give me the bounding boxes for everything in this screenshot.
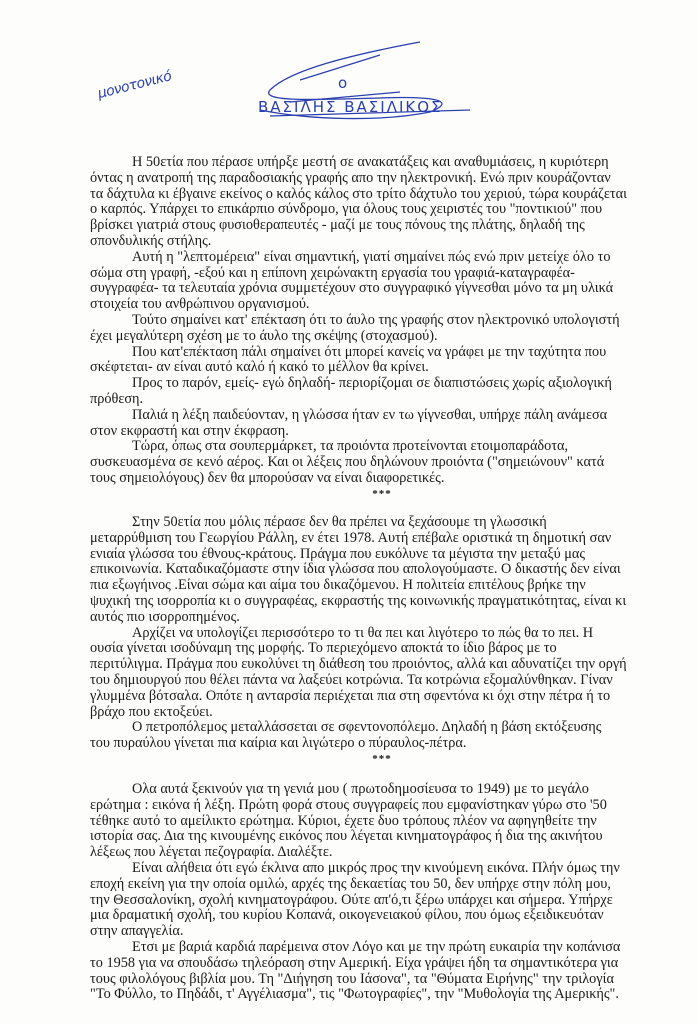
text-line: συγγραφέα- τα τελευταία χρόνια συμμετέχουν στο συγγραφικό γίγνεσθαι μόνο τα μη υλικά: [90, 280, 614, 297]
text-line: βράχο που εκτοξεύει.: [90, 703, 213, 720]
text-line: Που κατ'επέκταση πάλι σημαίνει ότι μπορεί κανείς να γράφει με την ταχύτητα που: [132, 343, 607, 360]
text-line: Προς το παρόν, εμείς- εγώ δηλαδή- περιορίζομαι σε διαπιστώσεις χωρίς αξιολογική: [132, 375, 612, 392]
text-line: σώμα στη γραφή, -εξού και η επίπονη χειρώνακτη εργασία του γραφιά-καταγραφέα-: [90, 264, 575, 281]
text-line: τους φιλολόγους βιβλία μου. Τη "Διήγηση του Ιάσονα", τα "Θύματα Ειρήνης" την τριλογία: [90, 970, 614, 987]
text-line: Ο πετροπόλεμος μεταλλάσσεται σε σφεντονοπόλεμο. Δηλαδή η βάση εκτόξευσης: [132, 719, 602, 736]
text-line: Παλιά η λέξη παιδεύονταν, η γλώσσα ήταν εν τω γίγνεσθαι, υπήρχε πάλη ανάμεσα: [132, 406, 608, 423]
text-line: έχει μεγαλύτερη σχέση με το άυλο της σκέψης (στοχασμού).: [90, 327, 438, 344]
text-line: σκέφτεται- αν είναι αυτό καλό ή κακό το μέλλον θα κρίνει.: [90, 359, 429, 376]
paragraph: [90, 250, 650, 313]
section-separator: ***: [372, 752, 392, 765]
paragraph: [90, 720, 650, 752]
paragraph: [90, 515, 650, 626]
paragraph: [90, 345, 650, 377]
text-line: τους σημειολόγους) δεν θα μπορούσαν να είναι διαφορετικές.: [90, 469, 445, 486]
signature-name: ΒΑΣΙΛΗΣ ΒΑΣΙΛΙΚΟΣ: [258, 98, 443, 116]
text-line: "Το Φύλλο, το Πηδάδι, τ' Αγγέλιασμα", τις "Φωτογραφίες", την "Μυθολογία της Αμερικής".: [90, 986, 619, 1003]
text-line: την Θεσσαλονίκη, σχολή κινηματογράφου. Ούτε απ'ό,τι ξέρω υπάρχει και σήμερα. Υπήρχε: [90, 891, 613, 908]
section-2: [90, 515, 650, 768]
handwritten-margin-note: μονοτονικό: [96, 68, 173, 102]
text-line: λέξεως που λέγεται πεζογραφία. Διαλέξτε.: [90, 844, 333, 861]
text-line: τέθηκε αυτό το αμείλικτο ερώτημα. Κύριοι, έχετε δυο τρόπους πλέον να αφηγηθείτε την: [90, 812, 597, 829]
text-line: πρόθεση.: [90, 390, 144, 407]
paragraph: [90, 940, 650, 1003]
text-line: ο καρπός. Υπάρχει το επικάρπιο σύνδρομο, για όλους τους χειριστές του "ποντικιού" που: [90, 201, 603, 218]
text-line: τα δάχτυλα κι έβγαινε εκείνος ο καλός κάλος στο τρίτο δάχτυλο του χεριού, τώρα κουράζεται: [90, 185, 627, 202]
text-line: ουσία γίνεται ισοδύναμη της μορφής. Το περιεχόμενο αποκτά το ίδιο βάρος με το: [90, 640, 557, 657]
text-line: πια εξωγήινος .Είναι σώμα και αίμα του δικαζόμενου. Η πολιτεία επιτέλους βρήκε την: [90, 577, 586, 594]
text-line: συσκευασμένα σε κενό αέρος. Και οι λέξεις που δηλώνουν προιόντα ("σημειώνουν" κατά: [90, 454, 605, 471]
text-line: περιτύλιγμα. Πράγμα που ευκολύνει τη διάθεση του προιόντος, αλλά και αδυνατίζει την οργή: [90, 656, 627, 673]
text-line: γλυμμένα βότσαλα. Οπότε η ανταρσία περιέχεται πια στη σφεντόνα κι όχι στην πέτρα ή το: [90, 687, 611, 704]
text-line: του δημιουργού που θέλει πάντα να λαξεύει κοτρώνια. Τα κοτρώνια εξομαλύνθηκαν. Γίναν: [90, 671, 613, 688]
text-line: Στην 50ετία που μόλις πέρασε δεν θα πρέπει να ξεχάσουμε τη γλωσσική: [132, 514, 547, 530]
paragraph: [90, 861, 650, 940]
text-line: Αυτή η "λεπτομέρεια" είναι σημαντική, γιατί σημαίνει πώς ενώ πριν μετείχε όλο το: [132, 248, 611, 265]
text-line: Η 50ετία που πέρασε υπήρξε μεστή σε ανακατάξεις και αναθυμιάσεις, η κυριότερη: [132, 154, 609, 170]
text-line: Αρχίζει να υπολογίζει περισσότερο το τι θα πει και λιγότερο το πώς θα το πει. Η: [132, 624, 594, 641]
paragraph: [90, 313, 650, 345]
section-3: [90, 782, 650, 1003]
text-line: του πυραύλου γίνεται πια καίρια και λιγώτερο ο πύραυλος-πέτρα.: [90, 735, 467, 752]
text-line: Τώρα, όπως στα σουπερμάρκετ, τα προιόντα προτείνονται ετοιμοπαράδοτα,: [132, 438, 569, 455]
signature-article: ο: [338, 74, 348, 92]
text-line: στην απαγγελία.: [90, 923, 184, 940]
section-separator: ***: [372, 487, 392, 500]
text-line: σπονδυλικής στήλης.: [90, 232, 212, 249]
text-line: Ετσι με βαριά καρδιά παρέμεινα στον Λόγο και με την πρώτη ευκαιρία την κοπάνισα: [132, 938, 621, 955]
text-line: αυτός πιο ισορροπημένος.: [90, 608, 240, 625]
text-line: μεταρρύθμιση του Γεωργίου Ράλλη, εν έτει 1978. Αυτή επέβαλε οριστικά τη δημοτική σαν: [90, 529, 612, 546]
text-line: Ολα αυτά ξεκινούν για τη γενιά μου ( πρωτοδημοσίευσα το 1949) με το μεγάλο: [132, 781, 589, 797]
text-line: όντας η ανατροπή της παραδοσιακής γραφής απο την ηλεκτρονική. Ενώ πριν κουράζονταν: [90, 169, 611, 186]
text-line: ενιαία γλώσσα του έθνους-κράτους. Πράγμα που ευκόλυνε τα μέγιστα την μεταξύ μας: [90, 545, 586, 562]
paragraph: [90, 408, 650, 440]
text-line: στοιχεία του ανθρώπινου οργανισμού.: [90, 296, 310, 313]
text-line: Είναι αλήθεια ότι εγώ έκλινα απο μικρός προς την κινούμενη εικόνα. Πλήν όμως την: [132, 859, 620, 876]
signature-scribble-icon: [230, 40, 490, 130]
section-1: [90, 155, 650, 503]
text-line: εποχή εκείνη για την οποία ομιλώ, αρχές της δεκαετίας του 50, δεν υπήρχε στην πόλη μου,: [90, 875, 611, 892]
paragraph: [90, 376, 650, 408]
text-line: ερώτημα : εικόνα ή λέξη. Πρώτη φορά στους συγγραφείς που εμφανίστηκαν γύρω στο '50: [90, 796, 607, 813]
paragraph: [90, 782, 650, 861]
text-line: επικοινωνία. Καταδικαζόμαστε στην ίδια γλώσσα που απολογούμαστε. Ο δικαστής δεν είναι: [90, 561, 621, 578]
text-line: ψυχική της ισορροπία κι ο συγγραφέας, εκφραστής της κοινωνικής πραγματικότητας, είναι κι: [90, 592, 627, 609]
text-line: Τούτο σημαίνει κατ' επέκταση ότι το άυλο της γραφής στον ηλεκτρονικό υπολογιστή: [132, 311, 620, 328]
paragraph: [90, 439, 650, 486]
text-line: ιστορία σας. Δια της κινουμένης εικόνος που λέγεται κινηματογράφος ή δια της ακινήτου: [90, 828, 603, 845]
text-line: μια δραματική σχολή, του κυρίου Κοπανά, οικογενειακού φίλου, που όμως εξειδικευόταν: [90, 907, 604, 924]
text-line: το 1958 για να σπουδάσω τηλεόραση στην Αμερική. Είχα γράψει ήδη τα σημαντικότερα για: [90, 954, 619, 971]
paragraph: [90, 155, 650, 250]
text-line: στον εκφραστή και στην έκφραση.: [90, 422, 289, 439]
paragraph: [90, 626, 650, 721]
text-line: βρίσκει γιατριά στους φυσιοθεραπευτές - μαζί με τους πόνους της πλάτης, δηλαδή της: [90, 217, 585, 234]
